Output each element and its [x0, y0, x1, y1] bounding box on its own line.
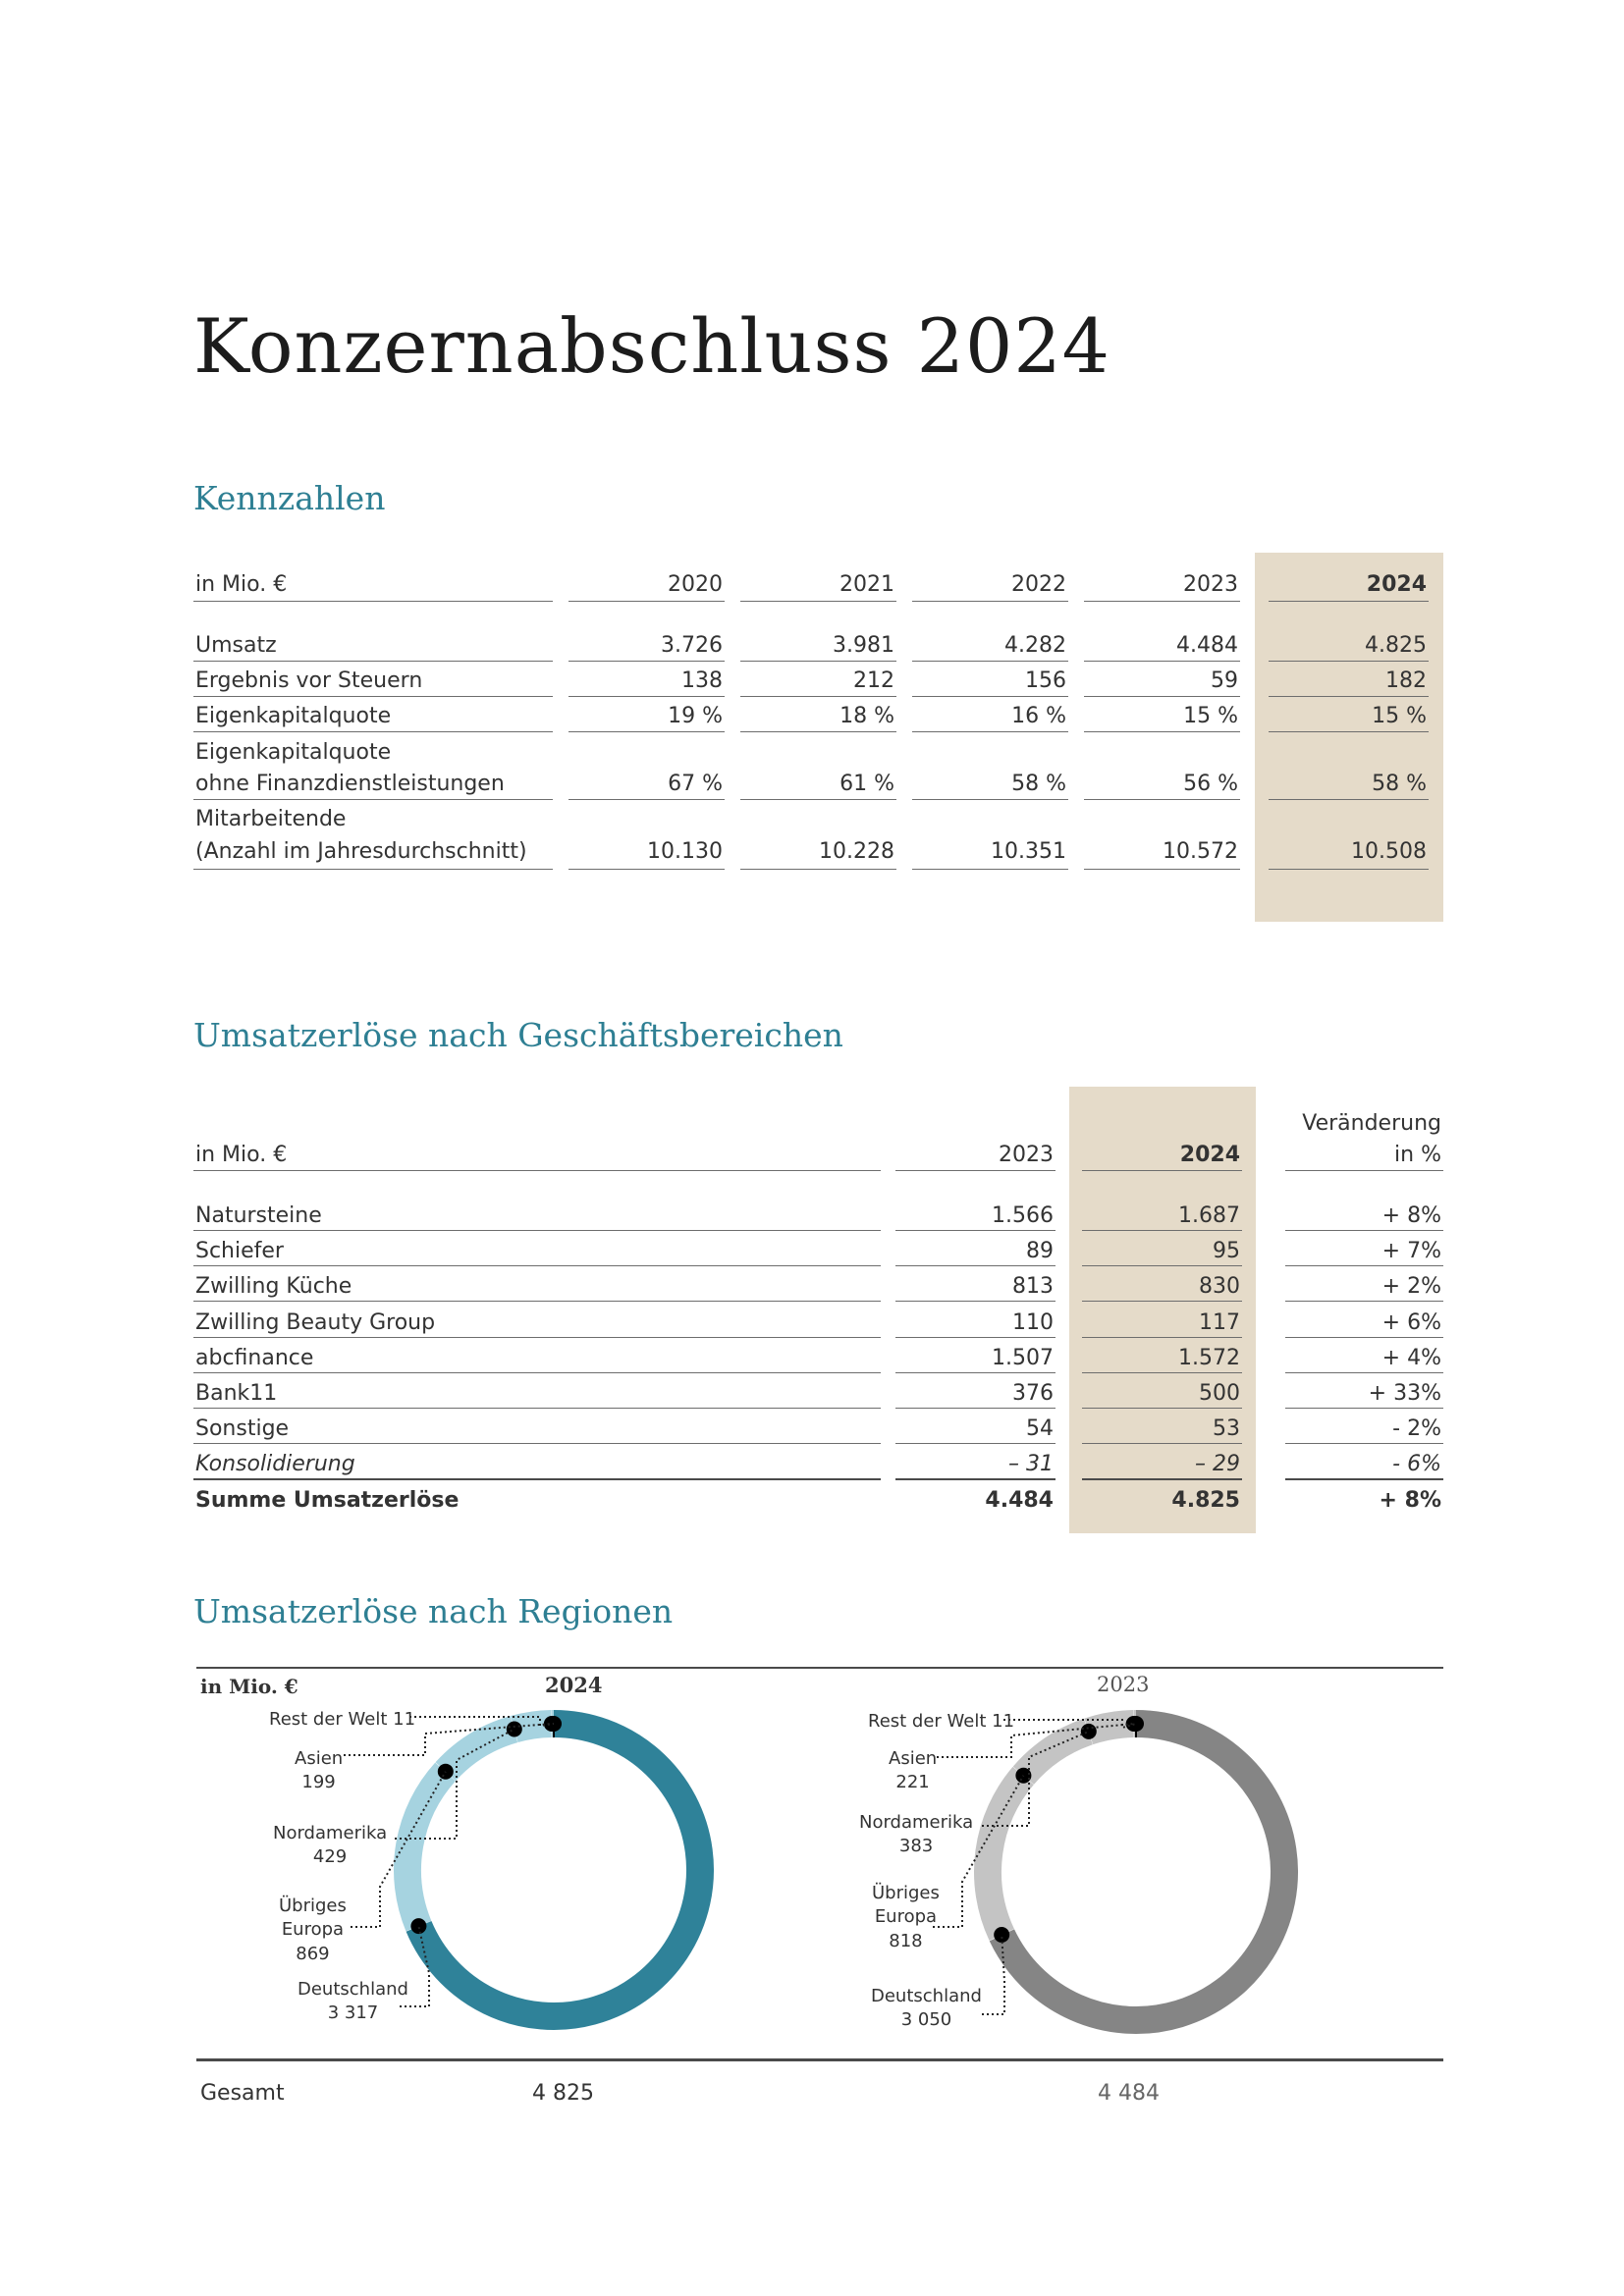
- kennzahlen-cell: 156: [1025, 668, 1066, 693]
- gb-cell: 53: [1213, 1416, 1240, 1442]
- gb-cell: 500: [1199, 1381, 1240, 1406]
- gb-cell: - 6%: [1392, 1452, 1441, 1477]
- page-title: Konzernabschluss 2024: [193, 302, 1111, 390]
- donut-label-line: 818: [889, 1930, 923, 1951]
- donut-2024-marker-deutschland: [410, 1918, 426, 1934]
- gb-row-label: Natursteine: [195, 1203, 322, 1228]
- donut-label-line: Deutschland: [298, 1979, 408, 2000]
- gb-cell: 830: [1199, 1274, 1240, 1300]
- kennzahlen-cell: 56 %: [1183, 772, 1238, 796]
- donut-label-line: Europa: [874, 1906, 938, 1928]
- donut-label-line: 869: [296, 1943, 330, 1964]
- kennzahlen-cell: 10.508: [1351, 839, 1427, 864]
- kennzahlen-row-label: Mitarbeitende: [195, 807, 347, 831]
- donut-2024-label-asien: [295, 1747, 343, 1795]
- donut-label-line: Nordamerika: [859, 1812, 974, 1833]
- kennzahlen-cell: 3.981: [833, 633, 894, 658]
- regionen-unit-label: in Mio. €: [200, 1675, 298, 1698]
- gb-header-label: in Mio. €: [195, 1143, 288, 1167]
- donut-label-line: 199: [301, 1772, 336, 1793]
- donut-2024-segment-europa: [407, 1772, 446, 1926]
- gb-row-label: Zwilling Küche: [195, 1274, 352, 1300]
- donut-2024-label-rest: [269, 1708, 415, 1732]
- gb-cell: + 4%: [1381, 1345, 1441, 1370]
- kennzahlen-cell: 16 %: [1011, 704, 1066, 728]
- donut-2023-segment-nordamerika: [1023, 1732, 1088, 1776]
- donut-2024-marker-nordamerika: [507, 1722, 522, 1737]
- donut-label-line: Nordamerika: [273, 1823, 388, 1843]
- gb-cell: - 2%: [1392, 1416, 1441, 1442]
- donut-label-line: Rest der Welt 11: [269, 1709, 416, 1730]
- donut-label-line: Asien: [889, 1748, 938, 1769]
- donut-label-line: 3 317: [327, 2002, 379, 2024]
- gb-cell: – 29: [1195, 1452, 1240, 1477]
- donut-label-line: Übriges: [872, 1883, 940, 1903]
- kennzahlen-cell: 10.130: [647, 839, 723, 864]
- gb-cell: 4.484: [985, 1487, 1054, 1513]
- gb-row-label: Summe Umsatzerlöse: [195, 1487, 460, 1513]
- gb-cell: 4.825: [1171, 1487, 1240, 1513]
- gb-year-2023-header: 2023: [999, 1143, 1054, 1167]
- gb-cell: – 31: [1008, 1452, 1054, 1477]
- gb-cell: 1.572: [1178, 1345, 1240, 1370]
- gb-cell: + 2%: [1381, 1274, 1441, 1300]
- kennzahlen-row-label: Umsatz: [195, 633, 277, 658]
- gb-row-label: Sonstige: [195, 1416, 290, 1442]
- gb-cell: + 8%: [1381, 1203, 1441, 1228]
- gb-cell: 1.566: [992, 1203, 1054, 1228]
- kennzahlen-year-header: 2022: [1011, 572, 1066, 597]
- change-header-line1: Veränderung: [1302, 1111, 1441, 1136]
- chart-2024-title: 2024: [545, 1673, 603, 1697]
- kennzahlen-cell: 10.351: [991, 839, 1066, 864]
- donut-2024-label-deutschland: [298, 1978, 408, 2026]
- gesamt-2023-value: 4 484: [1098, 2081, 1160, 2106]
- kennzahlen-year-header: 2023: [1183, 572, 1238, 597]
- kennzahlen-cell: 4.282: [1004, 633, 1066, 658]
- gb-year-2024-header: 2024: [1179, 1143, 1240, 1167]
- gb-cell: + 8%: [1379, 1487, 1441, 1513]
- donut-label-line: Übriges: [279, 1896, 347, 1916]
- gb-row-label: abcfinance: [195, 1345, 314, 1370]
- gb-cell: 89: [1026, 1239, 1054, 1264]
- donut-label-line: Rest der Welt 11: [868, 1711, 1015, 1732]
- donut-label-line: Europa: [281, 1919, 345, 1941]
- kennzahlen-cell: 67 %: [668, 772, 723, 796]
- geschaeftsbereiche-title: Umsatzerlöse nach Geschäftsbereichen: [193, 1016, 843, 1054]
- donut-2023-marker-deutschland: [994, 1927, 1009, 1943]
- gb-row-label: Konsolidierung: [195, 1452, 355, 1477]
- kennzahlen-cell: 10.572: [1163, 839, 1238, 864]
- kennzahlen-year-header: 2021: [839, 572, 894, 597]
- gb-cell: 95: [1213, 1239, 1240, 1264]
- donut-label-line: Asien: [295, 1748, 344, 1769]
- kennzahlen-cell: 138: [681, 668, 723, 693]
- regionen-title: Umsatzerlöse nach Regionen: [193, 1592, 674, 1630]
- kennzahlen-row-label: Eigenkapitalquote: [195, 740, 392, 765]
- kennzahlen-cell: 61 %: [839, 772, 894, 796]
- donut-label-line: 221: [895, 1772, 930, 1793]
- donut-2023-label-deutschland: [871, 1985, 982, 2033]
- kennzahlen-cell: 10.228: [819, 839, 894, 864]
- donut-2023-marker-nordamerika: [1081, 1724, 1097, 1739]
- donut-2023-label-asien: [889, 1747, 937, 1795]
- kennzahlen-cell: 4.484: [1176, 633, 1238, 658]
- kennzahlen-cell: 3.726: [661, 633, 723, 658]
- kennzahlen-cell: 212: [853, 668, 894, 693]
- kennzahlen-title: Kennzahlen: [193, 479, 386, 517]
- donut-label-line: 429: [312, 1846, 348, 1868]
- donut-label-line: Deutschland: [871, 1986, 982, 2006]
- kennzahlen-cell: 15 %: [1372, 704, 1427, 728]
- gb-row-label: Bank11: [195, 1381, 278, 1406]
- kennzahlen-row-label: ohne Finanzdienstleistungen: [195, 772, 505, 796]
- donut-2023-label-rest: [868, 1710, 1014, 1734]
- kennzahlen-year-header: 2024: [1366, 572, 1427, 597]
- gb-cell: 54: [1026, 1416, 1054, 1442]
- donut-2023-segment-europa: [988, 1776, 1023, 1935]
- change-header-line2: in %: [1394, 1143, 1441, 1167]
- donut-label-line: 3 050: [900, 2009, 952, 2031]
- gb-cell: + 7%: [1381, 1239, 1441, 1264]
- donut-2023-label-nordamerika: [859, 1811, 973, 1859]
- kennzahlen-cell: 182: [1385, 668, 1427, 693]
- donut-2024-label-europa: [279, 1895, 347, 1966]
- kennzahlen-cell: 18 %: [839, 704, 894, 728]
- kennzahlen-cell: 4.825: [1365, 633, 1427, 658]
- kennzahlen-year-header: 2020: [668, 572, 723, 597]
- gb-cell: 1.507: [992, 1345, 1054, 1370]
- kennzahlen-row-label: (Anzahl im Jahresdurchschnitt): [195, 839, 527, 864]
- kennzahlen-row-label: Eigenkapitalquote: [195, 704, 392, 728]
- gb-cell: 117: [1199, 1309, 1240, 1335]
- regionen-bottom-rule: [196, 2058, 1443, 2061]
- gb-row-label: Schiefer: [195, 1239, 284, 1264]
- donut-2024-segment-nordamerika: [446, 1730, 514, 1772]
- donut-label-line: 383: [898, 1836, 934, 1857]
- kennzahlen-header-label: in Mio. €: [195, 572, 288, 597]
- kennzahlen-row-label: Ergebnis vor Steuern: [195, 668, 423, 693]
- gb-row-label: Zwilling Beauty Group: [195, 1309, 436, 1335]
- gb-cell: 376: [1012, 1381, 1054, 1406]
- chart-2023-title: 2023: [1097, 1673, 1150, 1696]
- kennzahlen-cell: 58 %: [1011, 772, 1066, 796]
- kennzahlen-cell: 58 %: [1372, 772, 1427, 796]
- gb-cell: 1.687: [1178, 1203, 1240, 1228]
- gb-cell: + 6%: [1381, 1309, 1441, 1335]
- gesamt-label: Gesamt: [200, 2081, 285, 2106]
- gb-cell: + 33%: [1368, 1381, 1441, 1406]
- gesamt-2024-value: 4 825: [532, 2081, 594, 2106]
- gb-cell: 813: [1012, 1274, 1054, 1300]
- donut-2023-label-europa: [872, 1882, 940, 1953]
- kennzahlen-cell: 15 %: [1183, 704, 1238, 728]
- kennzahlen-cell: 19 %: [668, 704, 723, 728]
- gb-cell: 110: [1012, 1309, 1054, 1335]
- kennzahlen-cell: 59: [1211, 668, 1238, 693]
- donut-2024-label-nordamerika: [273, 1822, 387, 1870]
